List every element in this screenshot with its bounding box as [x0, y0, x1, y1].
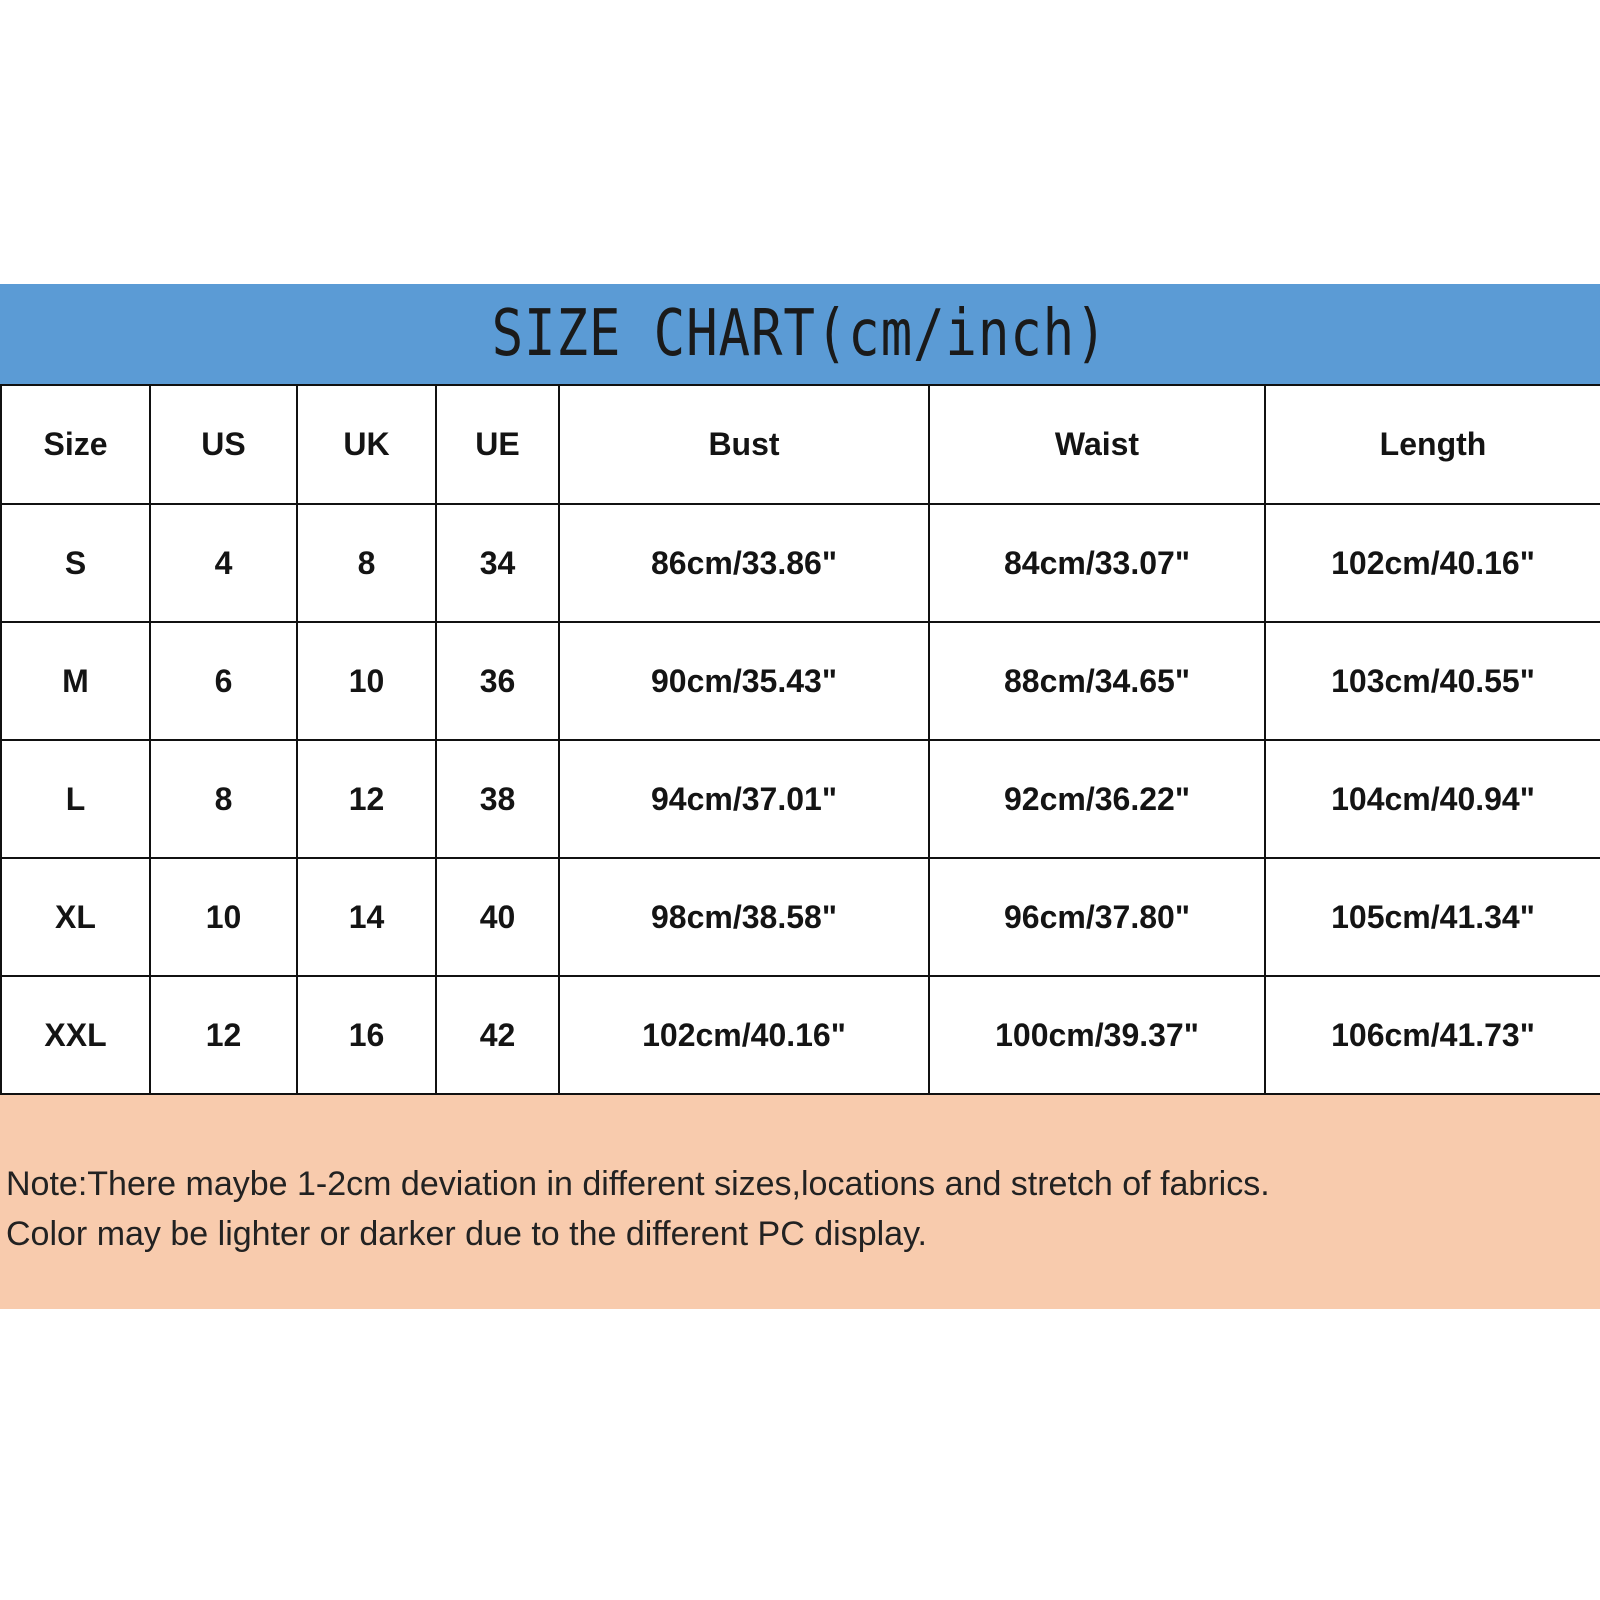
- cell-us: 4: [150, 504, 297, 622]
- cell-uk: 16: [297, 976, 436, 1094]
- cell-size: L: [1, 740, 150, 858]
- table-row: [1, 976, 1600, 1094]
- header-cell-length: Length: [1265, 385, 1600, 504]
- header-cell-waist: Waist: [929, 385, 1265, 504]
- cell-length: 105cm/41.34": [1265, 858, 1600, 976]
- title-bar: [0, 284, 1600, 384]
- cell-bust: 102cm/40.16": [559, 976, 929, 1094]
- cell-us: 6: [150, 622, 297, 740]
- cell-length: 104cm/40.94": [1265, 740, 1600, 858]
- cell-size: XXL: [1, 976, 150, 1094]
- header-cell-uk: UK: [297, 385, 436, 504]
- note-deviation: Note:There maybe 1-2cm deviation in different sizes,locations and stretch of fabrics.: [6, 1165, 1270, 1203]
- header-cell-size: Size: [1, 385, 150, 504]
- table-row: [1, 740, 1600, 858]
- size-chart: [0, 284, 1600, 1309]
- header-cell-us: US: [150, 385, 297, 504]
- chart-title: SIZE CHART(cm/inch): [492, 297, 1108, 371]
- cell-us: 8: [150, 740, 297, 858]
- table-row: [1, 622, 1600, 740]
- cell-uk: 14: [297, 858, 436, 976]
- cell-us: 10: [150, 858, 297, 976]
- cell-bust: 86cm/33.86": [559, 504, 929, 622]
- table-row: [1, 504, 1600, 622]
- cell-us: 12: [150, 976, 297, 1094]
- cell-waist: 92cm/36.22": [929, 740, 1265, 858]
- cell-ue: 42: [436, 976, 559, 1094]
- note-color: Color may be lighter or darker due to the different PC display.: [6, 1215, 927, 1253]
- cell-waist: 96cm/37.80": [929, 858, 1265, 976]
- cell-ue: 38: [436, 740, 559, 858]
- cell-size: XL: [1, 858, 150, 976]
- table-row: [1, 858, 1600, 976]
- header-row: [1, 385, 1600, 504]
- cell-waist: 84cm/33.07": [929, 504, 1265, 622]
- size-table: [0, 384, 1600, 1095]
- cell-bust: 94cm/37.01": [559, 740, 929, 858]
- cell-ue: 40: [436, 858, 559, 976]
- cell-bust: 90cm/35.43": [559, 622, 929, 740]
- cell-waist: 100cm/39.37": [929, 976, 1265, 1094]
- cell-uk: 12: [297, 740, 436, 858]
- cell-length: 106cm/41.73": [1265, 976, 1600, 1094]
- cell-length: 102cm/40.16": [1265, 504, 1600, 622]
- cell-length: 103cm/40.55": [1265, 622, 1600, 740]
- cell-waist: 88cm/34.65": [929, 622, 1265, 740]
- note-panel: [0, 1095, 1600, 1309]
- cell-ue: 34: [436, 504, 559, 622]
- cell-size: S: [1, 504, 150, 622]
- cell-bust: 98cm/38.58": [559, 858, 929, 976]
- header-cell-bust: Bust: [559, 385, 929, 504]
- cell-uk: 8: [297, 504, 436, 622]
- cell-size: M: [1, 622, 150, 740]
- cell-uk: 10: [297, 622, 436, 740]
- cell-ue: 36: [436, 622, 559, 740]
- header-cell-ue: UE: [436, 385, 559, 504]
